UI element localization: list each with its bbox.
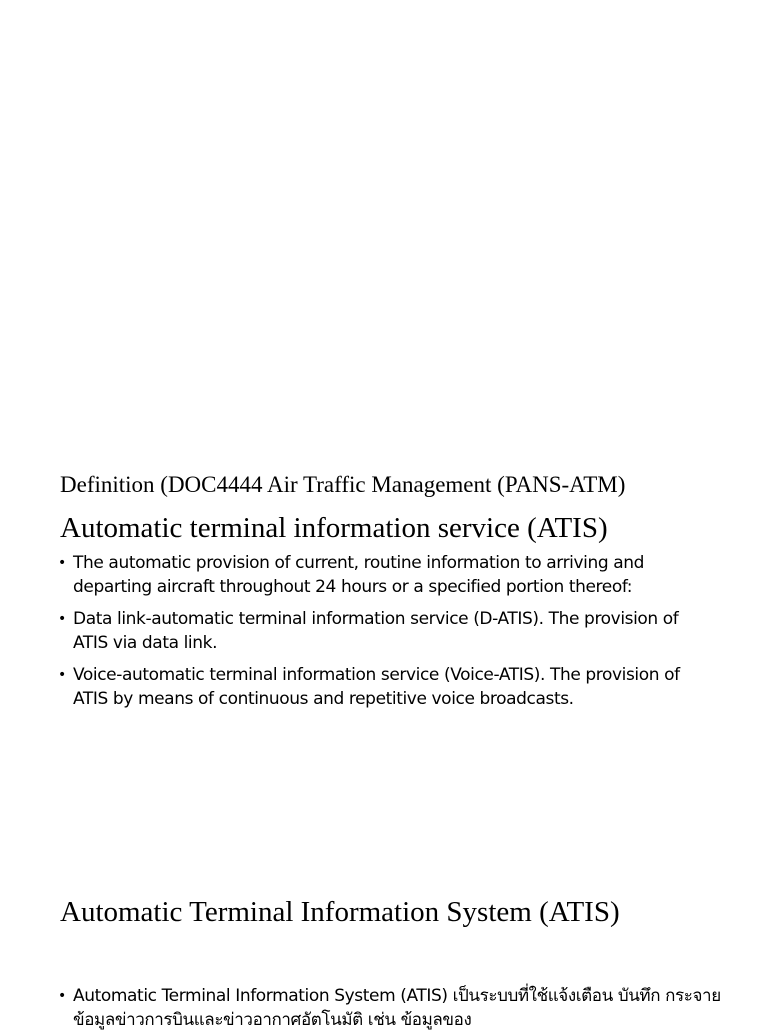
slide-title: Automatic terminal information service (ATIS) [60, 512, 608, 544]
slide-2-title: Automatic Terminal Information System (ATIS) [60, 896, 620, 928]
list-item [58, 551, 718, 599]
bullet-text: Automatic Terminal Information System (ATIS) เป็นระบบที่ใช้แจ้งเตือน บันทึก กระจายข้อมูลข่าวการบินและข่าวอากาศอัตโนมัติ เช่น ข้อมูลของ [73, 986, 721, 1030]
bullet-list-2 [58, 984, 748, 1032]
bullet-text: Voice-automatic terminal information service (Voice-ATIS). The provision of ATIS by means of continuous and repetitive voice broadcasts. [73, 665, 680, 709]
bullet-text: Data link-automatic terminal information service (D-ATIS). The provision of ATIS via data link. [73, 609, 679, 653]
slide-subtitle: Definition (DOC4444 Air Traffic Management (PANS-ATM) [60, 472, 626, 497]
list-item [58, 984, 748, 1032]
bullet-icon: • [58, 611, 66, 627]
bullet-icon: • [58, 555, 66, 571]
bullet-icon: • [58, 667, 66, 683]
bullet-list [58, 551, 718, 719]
bullet-icon: • [58, 988, 66, 1004]
list-item [58, 607, 718, 655]
list-item [58, 663, 718, 711]
bullet-text: The automatic provision of current, routine information to arriving and departing aircraft throughout 24 hours or a specified portion thereof: [73, 553, 645, 597]
